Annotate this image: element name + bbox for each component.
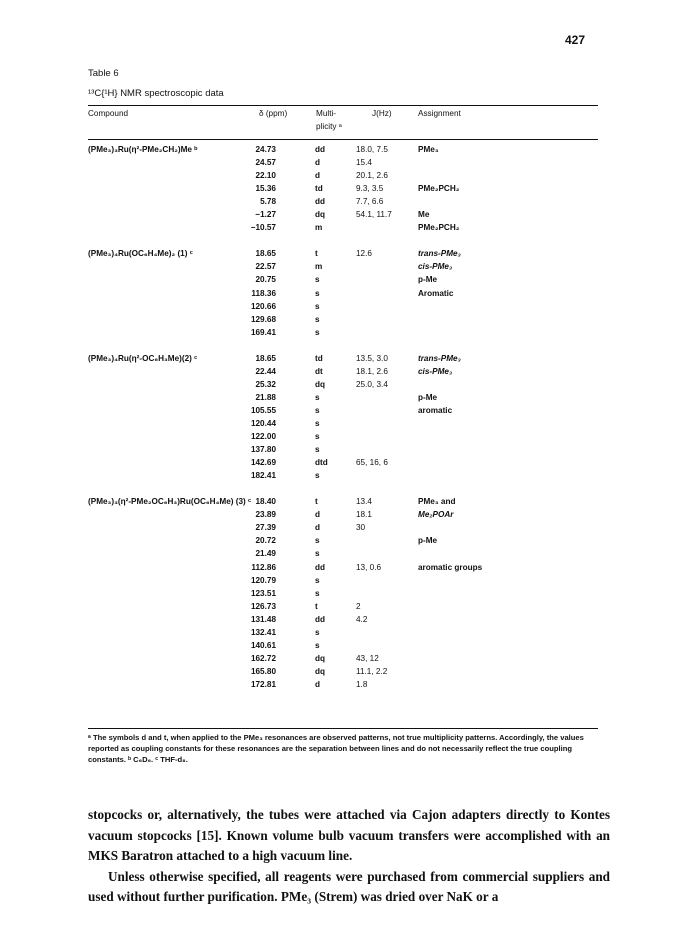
cell-shift: 129.68	[250, 314, 276, 324]
cell-multiplicity: dtd	[315, 458, 328, 468]
table-row-spacer	[88, 484, 603, 497]
cell-shift: 27.39	[255, 523, 276, 533]
table-header-rule	[88, 139, 598, 140]
table-row	[88, 328, 603, 341]
cell-shift: 22.57	[255, 262, 276, 272]
table-row	[88, 197, 603, 210]
table-row-spacer	[88, 341, 603, 354]
cell-multiplicity: s	[315, 418, 320, 428]
cell-multiplicity: td	[315, 353, 323, 363]
cell-multiplicity: d	[315, 171, 321, 181]
header-coupling: J(Hz)	[372, 109, 392, 118]
table-row	[88, 262, 603, 275]
table-row	[88, 497, 603, 510]
cell-shift: 22.44	[255, 366, 276, 376]
cell-assignment: aromatic groups	[418, 562, 483, 572]
cell-coupling: 15.4	[356, 158, 372, 168]
cell-shift: 169.41	[250, 327, 276, 337]
cell-shift: 21.88	[255, 392, 276, 402]
cell-coupling: 54.1, 11.7	[356, 210, 392, 220]
cell-shift: 131.48	[250, 614, 276, 624]
cell-shift: 142.69	[250, 458, 276, 468]
cell-coupling: 18.1	[356, 510, 372, 520]
cell-shift: 182.41	[250, 471, 276, 481]
cell-multiplicity: s	[315, 536, 320, 546]
cell-multiplicity: d	[315, 679, 321, 689]
cell-coupling: 30	[356, 523, 366, 533]
cell-assignment: cis-PMe₃	[418, 262, 453, 272]
cell-coupling: 4.2	[356, 614, 368, 624]
cell-coupling: 25.0, 3.4	[356, 379, 388, 389]
table-row	[88, 510, 603, 523]
cell-shift: 23.89	[255, 510, 276, 520]
cell-shift: 123.51	[250, 588, 276, 598]
cell-multiplicity: t	[315, 497, 318, 507]
cell-coupling: 2	[356, 601, 361, 611]
cell-compound: (PMe₃)₃(η²-PMe₂OC₆H₃)Ru(OC₆H₄Me) (3) ᶜ	[88, 497, 252, 507]
table-row	[88, 536, 603, 549]
table-footnotes	[88, 732, 598, 765]
cell-coupling: 12.6	[356, 249, 372, 259]
cell-shift: 118.36	[251, 288, 276, 298]
cell-shift: 24.73	[255, 145, 276, 154]
header-shift: δ (ppm)	[259, 109, 288, 118]
cell-multiplicity: dd	[315, 562, 326, 572]
table-row	[88, 158, 603, 171]
cell-coupling: 65, 16, 6	[356, 458, 388, 468]
cell-multiplicity: dq	[315, 653, 326, 663]
cell-assignment: trans-PMe₃	[418, 249, 461, 259]
cell-multiplicity: dt	[315, 366, 323, 376]
cell-shift: 5.78	[260, 197, 276, 207]
cell-multiplicity: t	[315, 249, 318, 259]
cell-coupling: 13, 0.6	[356, 562, 382, 572]
cell-assignment: PMe₃	[418, 145, 439, 154]
cell-assignment: Me	[418, 210, 430, 220]
body-paragraph-1: stopcocks or, alternatively, the tubes were attached via Cajon adapters directly to Kontes vacuum stopcocks [15]. Known volume bulb vacuum transfers were accomplished with an MKS Baratron attached to a high vacuum line.	[88, 807, 610, 863]
page-number: 427	[564, 33, 585, 47]
cell-assignment: Aromatic	[418, 288, 454, 298]
cell-assignment: aromatic	[418, 405, 453, 415]
table-row	[88, 171, 603, 184]
table-title: ¹³C{¹H} NMR spectroscopic data	[88, 88, 224, 99]
cell-compound: (PMe₃)₃Ru(η²-PMe₂CH₂)Me ᵇ	[88, 145, 198, 154]
table-row	[88, 367, 603, 380]
cell-multiplicity: s	[315, 588, 320, 598]
cell-coupling: 1.8	[356, 679, 368, 689]
cell-shift: 120.79	[250, 575, 276, 585]
table-row	[88, 315, 603, 328]
cell-multiplicity: s	[315, 627, 320, 637]
cell-shift: 105.55	[250, 405, 276, 415]
cell-shift: −1.27	[255, 210, 276, 220]
table-row	[88, 589, 603, 602]
table-bottom-rule	[88, 728, 598, 729]
cell-shift: 20.72	[255, 536, 276, 546]
cell-shift: 165.80	[250, 666, 276, 676]
table-row	[88, 406, 603, 419]
cell-multiplicity: t	[315, 601, 318, 611]
table-row	[88, 654, 603, 667]
cell-assignment: PMe₂PCH₂	[418, 223, 460, 233]
table-row	[88, 471, 603, 484]
cell-multiplicity: s	[315, 392, 320, 402]
cell-assignment: cis-PMe₃	[418, 366, 453, 376]
cell-multiplicity: dd	[315, 197, 326, 207]
table-row	[88, 628, 603, 641]
table-row-spacer	[88, 236, 603, 249]
table-row	[88, 354, 603, 367]
cell-shift: 18.65	[255, 353, 276, 363]
table-row	[88, 223, 603, 236]
table-row	[88, 641, 603, 654]
table-row	[88, 445, 603, 458]
cell-multiplicity: d	[315, 523, 321, 533]
body-text	[88, 805, 610, 908]
cell-multiplicity: s	[315, 549, 320, 559]
cell-shift: 120.44	[250, 418, 276, 428]
cell-multiplicity: s	[315, 445, 320, 455]
table-row	[88, 210, 603, 223]
cell-multiplicity: dq	[315, 210, 326, 220]
cell-coupling: 13.5, 3.0	[356, 353, 388, 363]
cell-shift: 122.00	[250, 432, 276, 442]
table-row	[88, 302, 603, 315]
cell-multiplicity: d	[315, 510, 321, 520]
table-row	[88, 419, 603, 432]
cell-coupling: 18.0, 7.5	[356, 145, 388, 154]
cell-shift: 132.41	[250, 627, 276, 637]
cell-assignment: p-Me	[418, 392, 438, 402]
header-assignment: Assignment	[418, 109, 461, 118]
table-row	[88, 576, 603, 589]
cell-shift: 25.32	[255, 379, 276, 389]
table-row	[88, 289, 603, 302]
cell-multiplicity: s	[315, 301, 320, 311]
cell-coupling: 13.4	[356, 497, 372, 507]
cell-multiplicity: s	[315, 314, 320, 324]
cell-shift: −10.57	[250, 223, 276, 233]
table-row	[88, 380, 603, 393]
cell-coupling: 43, 12	[356, 653, 379, 663]
cell-shift: 21.49	[255, 549, 276, 559]
table-row	[88, 393, 603, 406]
table-row	[88, 602, 603, 615]
table-row	[88, 523, 603, 536]
cell-multiplicity: dq	[315, 379, 326, 389]
cell-compound: (PMe₃)₄Ru(OC₆H₄Me)₂ (1) ᶜ	[88, 249, 193, 259]
cell-shift: 140.61	[250, 640, 276, 650]
cell-multiplicity: m	[315, 262, 323, 272]
cell-coupling: 7.7, 6.6	[356, 197, 384, 207]
footnote-text: ᵃ The symbols d and t, when applied to the PMe₃ resonances are observed patterns, not true multiplicity patterns. Accordingly, the values reported as coupling constants for these resonances are the separation between lines and do not necessarily reflect the true coupling constants. ᵇ C₆D₆. ᶜ THF-d₈.	[88, 733, 584, 764]
cell-assignment: trans-PMe₃	[418, 353, 461, 363]
table-row	[88, 680, 603, 693]
table-row	[88, 432, 603, 445]
table-row	[88, 615, 603, 628]
cell-multiplicity: dd	[315, 145, 326, 154]
cell-coupling: 18.1, 2.6	[356, 366, 388, 376]
header-multiplicity-line1: Multi-	[316, 109, 337, 118]
cell-shift: 137.80	[250, 445, 276, 455]
cell-multiplicity: m	[315, 223, 323, 233]
header-multiplicity-line2: plicity ᵃ	[316, 122, 342, 131]
cell-multiplicity: s	[315, 405, 320, 415]
cell-assignment: PMe₂PCH₂	[418, 184, 460, 194]
cell-multiplicity: dq	[315, 666, 326, 676]
table-row	[88, 667, 603, 680]
cell-multiplicity: s	[315, 432, 320, 442]
cell-multiplicity: dd	[315, 614, 326, 624]
cell-multiplicity: d	[315, 158, 321, 168]
table-top-rule	[88, 105, 598, 106]
cell-coupling: 20.1, 2.6	[356, 171, 388, 181]
table-body	[88, 145, 603, 693]
cell-assignment: Me₂POAr	[418, 510, 454, 520]
table-label: Table 6	[88, 68, 119, 79]
table-row	[88, 549, 603, 562]
table-row	[88, 563, 603, 576]
table-row	[88, 249, 603, 262]
cell-multiplicity: s	[315, 640, 320, 650]
cell-multiplicity: s	[315, 275, 320, 285]
cell-assignment: PMe₃ and	[418, 497, 456, 507]
cell-shift: 112.86	[251, 562, 276, 572]
body-paragraph-2: Unless otherwise specified, all reagents were purchased from commercial suppliers and used without further purification. PMe₃ (Strem) was dried over NaK or a	[88, 868, 610, 904]
table-row	[88, 184, 603, 197]
cell-assignment: p-Me	[418, 275, 438, 285]
table-row	[88, 275, 603, 288]
cell-shift: 15.36	[255, 184, 276, 194]
cell-shift: 162.72	[250, 653, 276, 663]
cell-shift: 20.75	[255, 275, 276, 285]
cell-multiplicity: s	[315, 288, 320, 298]
table-row	[88, 458, 603, 471]
cell-shift: 22.10	[255, 171, 276, 181]
cell-multiplicity: td	[315, 184, 323, 194]
cell-shift: 18.65	[255, 249, 276, 259]
cell-multiplicity: s	[315, 327, 320, 337]
cell-multiplicity: s	[315, 575, 320, 585]
cell-compound: (PMe₃)₄Ru(η²-OC₆H₃Me)(2) ᶜ	[88, 353, 198, 363]
cell-shift: 126.73	[250, 601, 276, 611]
cell-assignment: p-Me	[418, 536, 438, 546]
cell-shift: 172.81	[250, 679, 276, 689]
cell-multiplicity: s	[315, 471, 320, 481]
cell-shift: 120.66	[250, 301, 276, 311]
header-compound: Compound	[88, 109, 129, 118]
cell-shift: 24.57	[255, 158, 276, 168]
table-row	[88, 145, 603, 158]
header-multiplicity	[316, 107, 342, 133]
cell-shift: 18.40	[255, 497, 276, 507]
cell-coupling: 11.1, 2.2	[356, 666, 388, 676]
cell-coupling: 9.3, 3.5	[356, 184, 384, 194]
